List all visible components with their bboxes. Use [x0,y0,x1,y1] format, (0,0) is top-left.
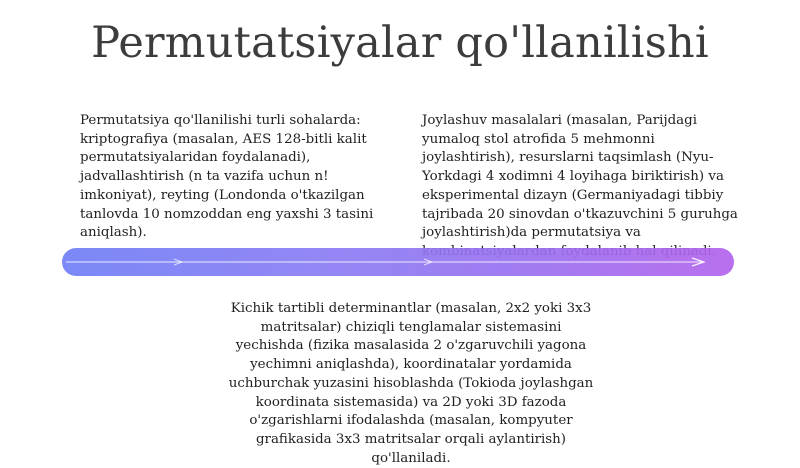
text-block-placement-problems: Joylashuv masalalari (masalan, Parijdagi yumaloq stol atrofida 5 mehmonni joylashtirish), resurslarni taqsimlash (Nyu-Yorkdagi 4 xodimni 4 loyihaga biriktirish) va eksperimental dizayn (Germaniyadagi tibbiy tajribada 20 sinovdan o'tkazuvchini 5 guruhga joylashtirish)da permutatsiya va [422,113,738,241]
text-block-applications: Permutatsiya qo'llanilishi turli sohalarda: kriptografiya (masalan, AES 128-bitli kalit permutatsiyalaridan foydalanadi), jadvallashtirish (n ta vazifa uchun n! imkoniyat), reyting (Londonda o'tkazilgan tanlovda 10 nomzoddan eng yaxshi 3 tasini aniqlash). [80,113,374,241]
arrow-right-icon [62,248,734,276]
text-block-determinants: Kichik tartibli determinantlar (masalan, 2x2 yoki 3x3 matritsalar) chiziqli tenglamalar sistemasini yechishda (fizika masalasida 2 o'zgaruvchili yagona yechimni aniqlashda), koordinatalar yordamida uchburchak yuzasini hisoblashda (Tokioda joylashgan koordinata sistemasida) va 2D yoki 3D fazoda o'zgarishlarni ifodalashda (masalan, kompyuter grafikasida 3x3 matritsalar orqali aylantirish) qo'llaniladi. [228,301,594,466]
slide-title: Permutatsiyalar qo'llanilishi [91,18,709,68]
